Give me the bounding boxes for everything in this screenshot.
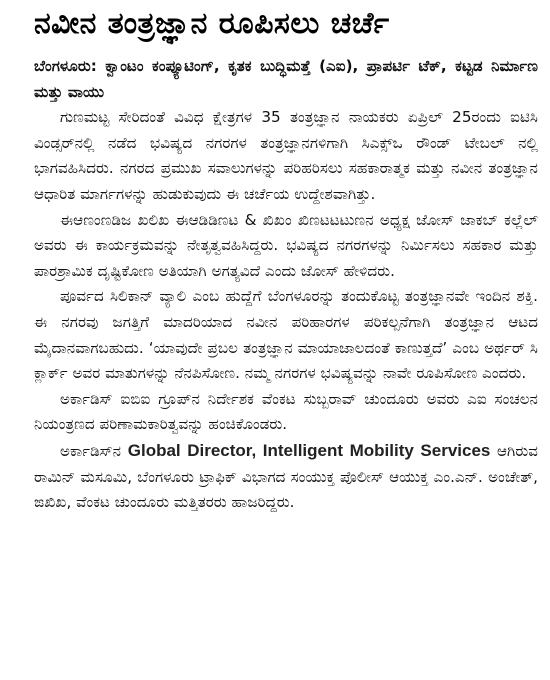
- article-paragraph: ಈಆಣಂಣಡಿಜ ಖಲಿಖ ಈಆಡಿಡಿಣಟ & ಖಿಖಂ ಖಿಣಟಟಟುಣನ ಅಧ್ಯಕ್ಷ ಜೋಸ್ ಜಾಕಬ್ ಕಲ್ಲೆಲ್ ಅವರು ಈ ಕಾರ್ಯಕ್ರಮವನ್ನು ನೇತೃತ್ವವಹಿಸಿದ್ದರು. ಭವಿಷ್ಯದ ನಗರಗಳನ್ನು ನಿರ್ಮಿಸಲು ಸಹಕಾರ ಮತ್ತು ಪಾರಶ್ರಾಮಿಕ ದೃಷ್ಟಿಕೋಣ ಅತಿಯಾಗಿ ಅಗತ್ಯವಿದೆ ಎಂದು ಜೋಸ್ ಹೇಳಿದರು.: [34, 210, 538, 280]
- article-paragraph: ಗುಣಮಟ್ಟ ಸೇರಿದಂತೆ ವಿವಿಧ ಕ್ಷೇತ್ರಗಳ 35 ತಂತ್ರಜ್ಞಾನ ನಾಯಕರು ಏಪ್ರಿಲ್ 25ರಂದು ಐಟಿಸಿ ವಿಂಡ್ಸರ್‌ನಲ್ಲಿ ನಡೆದ ಭವಿಷ್ಯದ ನಗರಗಳ ತಂತ್ರಜ್ಞಾನಗಳಿಗಾಗಿ ಸಿಎಕ್ಸ್‌ಒ ರೌಂಡ್ ಟೇಬಲ್ ನಲ್ಲಿ ಭಾಗವಹಿಸಿದರು. ನಗರದ ಪ್ರಮುಖ ಸವಾಲುಗಳನ್ನು ಪರಿಹರಿಸಲು ಸಹಕಾರಾತ್ಮಕ ಮತ್ತು ನವೀನ ತಂತ್ರಜ್ಞಾನ ಆಧಾರಿತ ಮಾರ್ಗಗಳನ್ನು ಹುಡುಕುವುದು ಈ ಚರ್ಚೆಯ ಉದ್ದೇಶವಾಗಿತ್ತು.: [34, 108, 538, 203]
- article-lead-text: ಕ್ವಾಂಟಂ ಕಂಪ್ಯೂಟಿಂಗ್, ಕೃತಕ ಬುದ್ಧಿಮತ್ತೆ (ಎಐ), ಪ್ರಾಪರ್ಟಿ ಟೆಕ್, ಕಟ್ಟಡ ನಿರ್ಮಾಣ ಮತ್ತು ವಾಯು: [34, 57, 538, 101]
- article-dateline: ಬೆಂಗಳೂರು:: [34, 57, 97, 75]
- article-paragraph: ಅರ್ಕಾಡಿಸ್ ಐಬಿಐ ಗ್ರೂಪ್‌ನ ನಿರ್ದೇಶಕ ವೆಂಕಟ ಸುಬ್ಬರಾವ್ ಚುಂದೂರು ಅವರು ಎಐ ಸಂಚಲನ ನಿಯಂತ್ರಣದ ಪರಿಣಾಮಕಾರಿತ್ವವನ್ನು ಹಂಚಿಕೊಂಡರು.: [34, 389, 538, 434]
- article-paragraph-final: [34, 438, 538, 516]
- final-text-before: ಅರ್ಕಾಡಿಸ್‌ನ: [60, 441, 128, 460]
- article-paragraph: ಪೂರ್ವದ ಸಿಲಿಕಾನ್ ವ್ಯಾಲಿ ಎಂಬ ಹುದ್ದೆಗೆ ಬೆಂಗಳೂರನ್ನು ತಂದುಕೊಟ್ಟ ತಂತ್ರಜ್ಞಾನವೇ ಇಂದಿನ ಶಕ್ತಿ. ಈ ನಗರವು ಜಗತ್ತಿಗೆ ಮಾದರಿಯಾದ ನವೀನ ಪರಿಹಾರಗಳ ಪರಿಕಲ್ಪನೆಗಾಗಿ ತಂತ್ರಜ್ಞಾನ ಆಟದ ಮೈದಾನವಾಗಬಹುದು. ‘ಯಾವುದೇ ಪ್ರಬಲ ತಂತ್ರಜ್ಞಾನ ಮಾಯಾಜಾಲದಂತೆ ಕಾಣುತ್ತದೆ’ ಎಂಬ ಅರ್ಥರ್ ಸಿ ಕ್ಲಾರ್ಕ್ ಅವರ ಮಾತುಗಳನ್ನು ನೆನಪಿಸೋಣ. ನಮ್ಮ ನಗರಗಳ ಭವಿಷ್ಯವನ್ನು ನಾವೇ ರೂಪಿಸೋಣ ಎಂದರು.: [34, 287, 538, 383]
- article-lead: [34, 54, 538, 105]
- article-body: [34, 54, 538, 516]
- final-text-after: ಆಗಿರುವ ರಾಮಿನ್ ಮಸೂಮಿ, ಬೆಂಗಳೂರು ಟ್ರಾಫಿಕ್ ವಿಭಾಗದ ಸಂಯುಕ್ತ ಪೊಲೀಸ್ ಆಯುಕ್ತ ಎಂ.ಎನ್. ಅಂಚೇತ್, ಙಖಿಖ, ವೆಂಕಟ ಚುಂದೂರು ಮತ್ತಿತರರು ಹಾಜರಿದ್ದರು.: [34, 441, 538, 512]
- article-headline: ನವೀನ ತಂತ್ರಜ್ಞಾನ ರೂಪಿಸಲು ಚರ್ಚೆ: [34, 6, 390, 41]
- english-designation: Global Director, Intelligent Mobility Services: [127, 440, 491, 460]
